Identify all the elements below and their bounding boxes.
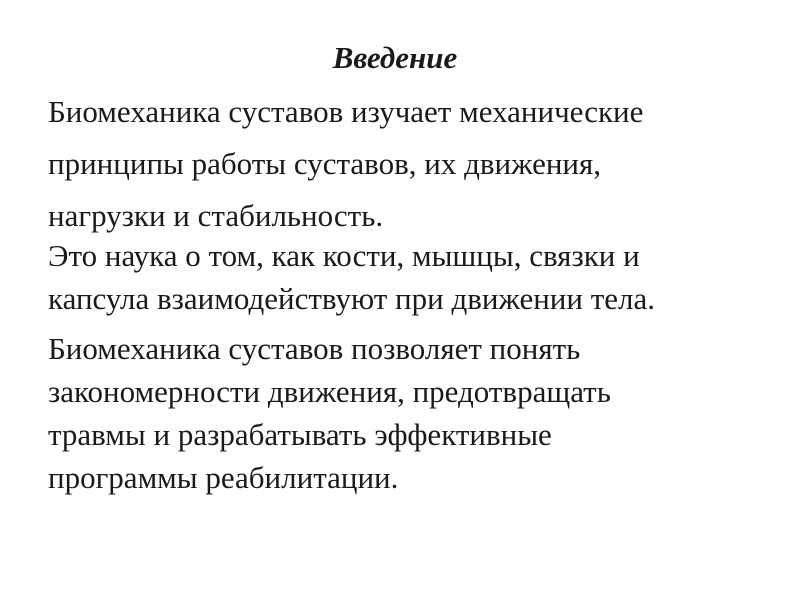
paragraph-line: Это наука о том, как кости, мышцы, связки и (48, 238, 640, 273)
paragraph-line: принципы работы суставов, их движения, (48, 146, 602, 181)
paragraph-line: Биомеханика суставов позволяет понять (48, 331, 581, 366)
paragraph-line: нагрузки и стабильность. (48, 198, 384, 233)
paragraph-line: капсула взаимодействуют при движении тела. (48, 281, 656, 316)
paragraph-line: Биомеханика суставов изучает механические (48, 94, 644, 129)
paragraph-definition (48, 86, 768, 242)
paragraph-line: программы реабилитации. (48, 460, 399, 495)
slide-title: Введение (332, 40, 458, 75)
paragraph-science (48, 234, 768, 320)
paragraph-line: травмы и разрабатывать эффективные (48, 417, 552, 452)
paragraph-purpose (48, 327, 768, 499)
paragraph-line: закономерности движения, предотвращать (48, 374, 611, 409)
